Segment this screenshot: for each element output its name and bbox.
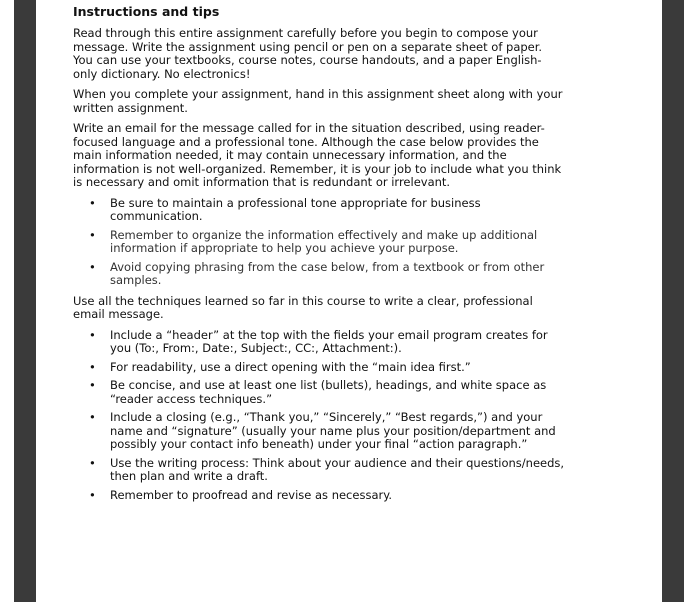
list-item: • Be concise, and use at least one list (bullets), headings, and white space as “reader access techniques.” [89, 378, 547, 406]
email-techniques-list [73, 329, 565, 503]
list-item: • Remember to proofread and revise as necessary. [89, 487, 393, 502]
bullet-icon: • [89, 195, 96, 210]
list-item: • Avoid copying phrasing from the case below, from a textbook or from other samples. [89, 259, 545, 287]
left-frame-bar [14, 0, 36, 602]
bullet-icon: • [89, 378, 96, 392]
bullet-icon: • [89, 259, 96, 274]
list-item: • Remember to organize the information effectively and make up additional information if appropriate to help you achieve your purpose. [89, 227, 538, 255]
list-item: • Include a closing (e.g., “Thank you,” “Sincerely,” “Best regards,”) and your name and “signature” (usually your name plus your position/department and possibly your contact info beneath) under your final “action paragraph.” [89, 410, 556, 451]
right-frame-bar [662, 0, 684, 602]
bullet-icon: • [89, 410, 96, 424]
list-item: • Use the writing process: Think about your audience and their questions/needs, then plan and write a draft. [89, 455, 565, 483]
bullet-icon: • [89, 359, 96, 374]
paragraph-write-email: Write an email for the message called for in the situation described, using reader-focused language and a professional tone. Although the case below provides the main information needed, it may contain unnecessary information, and the information is not well-organized. Remember, it is your job to include what you think is necessary and omit information that is redundant or irrelevant. [73, 121, 562, 189]
tone-tips-list [73, 197, 565, 288]
bullet-icon: • [89, 455, 96, 470]
paragraph-techniques: Use all the techniques learned so far in this course to write a clear, professional email message. [73, 293, 533, 321]
list-item: • Be sure to maintain a professional tone appropriate for business communication. [89, 195, 481, 223]
list-item: • Include a “header” at the top with the fields your email program creates for you (To:, From:, Date:, Subject:, CC:, Attachment:). [89, 327, 548, 355]
bullet-icon: • [89, 487, 96, 502]
paragraph-hand-in: When you complete your assignment, hand in this assignment sheet along with your written assignment. [73, 87, 563, 115]
bullet-icon: • [89, 327, 96, 342]
list-item: • For readability, use a direct opening with the “main idea first.” [89, 359, 471, 374]
document-content [73, 2, 565, 509]
bullet-icon: • [89, 227, 96, 242]
instructions-heading: Instructions and tips [73, 4, 220, 19]
paragraph-read-through: Read through this entire assignment carefully before you begin to compose your message. Write the assignment using pencil or pen on a separate sheet of paper. You can use your textbooks, course notes, course handouts, and a paper English-only dictionary. No electronics! [73, 26, 543, 81]
